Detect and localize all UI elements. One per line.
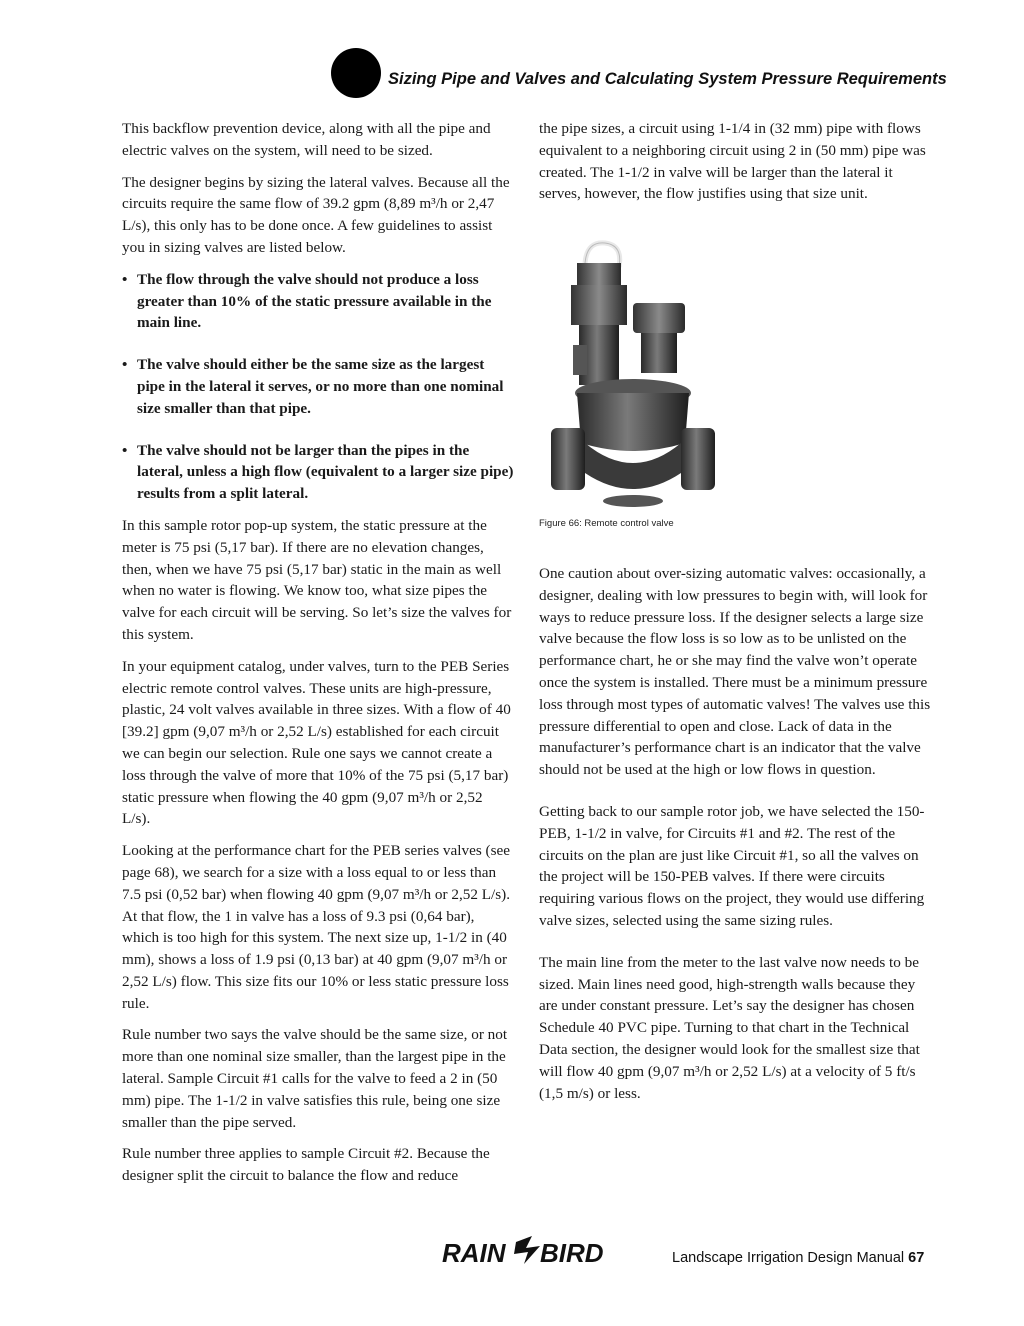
list-item: • The valve should either be the same size as the largest pipe in the lateral it serves, or no more than one nominal size smaller than that pipe. (122, 354, 514, 419)
right-column (539, 118, 933, 1124)
paragraph: In this sample rotor pop-up system, the static pressure at the meter is 75 psi (5,17 bar). If there are no elevation changes, then, when we have 75 psi (5,17 bar) static in the main as well when no water is flowing. We know too, what size pipes the valve for each circuit will be serving. So let’s size the valves for this system. (122, 516, 512, 643)
page-header-title: Sizing Pipe and Valves and Calculating System Pressure Requirements (388, 70, 947, 88)
paragraph: Looking at the performance chart for the PEB series valves (see page 68), we search for a size with a loss equal to or less than 7.5 psi (0,52 bar) when flowing 40 gpm (9,07 m³/h or 2,52 L/s). At that flow, the 1 in valve has a loss of 9.3 psi (0,64 bar), which is too high for this system. The next size up, 1-1/2 in (40 mm), shows a loss of 1.9 psi (0,13 bar) at 40 gpm (9,07 m³/h or 2,52 L/s) flow. This size fits our 10% or less static pressure loss rule. (122, 842, 510, 1012)
page-footer (672, 1250, 924, 1266)
paragraph: Rule number two says the valve should be the same size, or not more than one nominal size smaller, than the largest pipe in the lateral. Sample Circuit #1 calls for the valve to feed a 2 in (50 mm) pipe. The 1-1/2 in valve satisfies this rule, being one size smaller than the pipe served. (122, 1026, 508, 1131)
svg-text:BIRD: BIRD (540, 1238, 604, 1268)
right-lower-text (539, 563, 933, 1104)
paragraph: This backflow prevention device, along with all the pipe and electric valves on the system, will need to be sized. (122, 120, 491, 159)
page-number: 67 (908, 1250, 925, 1266)
paragraph: The main line from the meter to the last valve now needs to be sized. Main lines need good, high-strength walls because they are under constant pressure. Let’s say the designer has chosen Schedule 40 PVC pipe. Turning to that chart in the Technical Data section, the designer would look for the smallest size that will flow 40 gpm (9,07 m³/h or 2,52 L/s) at a velocity of 5 ft/s (1,5 m/s) or less. (539, 953, 920, 1102)
paragraph: In your equipment catalog, under valves, turn to the PEB Series electric remote control valves. These units are high-pressure, plastic, 24 volt valves available in three sizes. With a flow of 40 [39.2] gpm (9,07 m³/h or 2,52 L/s) established for each circuit we can begin our selection. Rule one says we cannot create a loss through the valve of more that 10% of the 75 psi (5,17 bar) static pressure when flowing the 40 gpm (9,07 m³/h or 2,52 L/s). (122, 657, 511, 828)
manual-title: Landscape Irrigation Design Manual (672, 1250, 905, 1266)
guidelines-list (122, 269, 514, 505)
rain-bird-logo (440, 1234, 618, 1270)
paragraph: The designer begins by sizing the lateral valves. Because all the circuits require the same flow of 39.2 gpm (8,89 m³/h or 2,47 L/s), this only has to be done once. A few guidelines to assist you in sizing valves are listed below. (122, 173, 510, 256)
list-item: • The flow through the valve should not produce a loss greater than 10% of the static pressure available in the main line. (122, 269, 514, 334)
list-item: • The valve should not be larger than the pipes in the lateral, unless a high flow (equivalent to a larger size pipe) results from a split lateral. (122, 440, 514, 505)
paragraph: the pipe sizes, a circuit using 1-1/4 in (32 mm) pipe with flows equivalent to a neighboring circuit using 2 in (50 mm) pipe was created. The 1-1/2 in valve will be larger than the lateral it serves, however, the flow justifies using that size unit. (539, 120, 926, 203)
paragraph: Rule number three applies to sample Circuit #2. Because the designer split the circuit to balance the flow and reduce (122, 1145, 490, 1185)
remote-control-valve-image (545, 233, 715, 513)
svg-text:RAIN: RAIN (442, 1238, 506, 1268)
figure-caption: Figure 66: Remote control valve (539, 518, 674, 530)
section-marker-icon (331, 48, 381, 98)
left-column (122, 118, 514, 1197)
paragraph: Getting back to our sample rotor job, we have selected the 150-PEB, 1-1/2 in valve, for Circuits #1 and #2. The rest of the circuits on the plan are just like Circuit #1, so all the valves on the project will be 150-PEB valves. If there were circuits requiring various flows on the project, they would use differing valve sizes, selected using the same sizing rules. (539, 802, 925, 929)
paragraph: One caution about over-sizing automatic valves: occasionally, a designer, dealing with low pressures to begin with, will look for ways to reduce pressure loss. If the designer selects a large size valve because the flow loss is so low as to be unlisted on the performance chart, he or she may find the valve won’t operate once the system is installed. There must be a minimum pressure loss through most types of automatic valves! The valves use this pressure differential to open and close. Lack of data in the manufacturer’s performance chart is an indicator that the valve should not be used at the high or low flows in question. (539, 564, 931, 779)
